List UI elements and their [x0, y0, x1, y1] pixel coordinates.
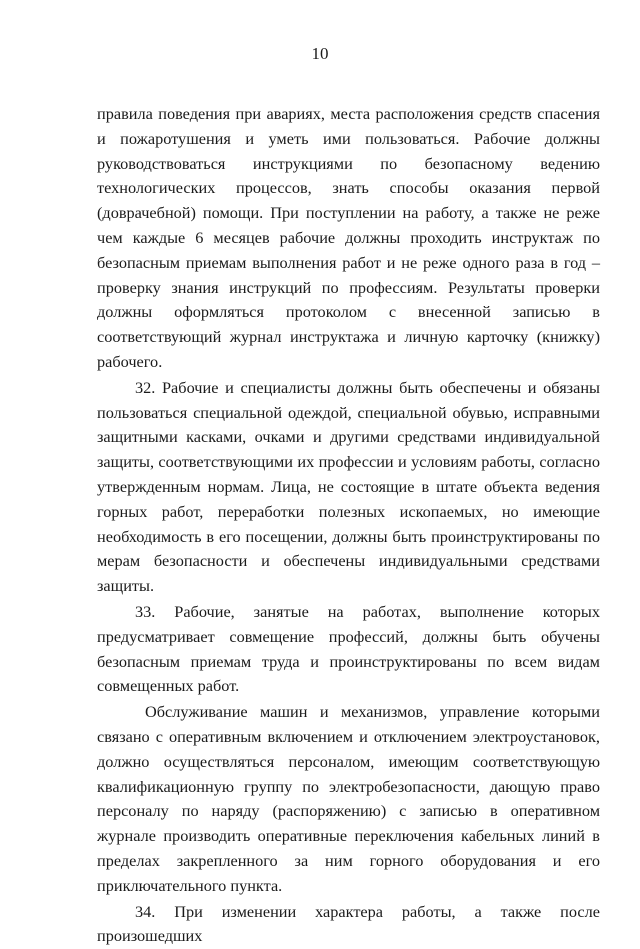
paragraph-continued: правила поведения при авариях, места расположения средств спасения и пожаротушения и уметь ими пользоваться. Рабочие должны руководствоваться инструкциями по безопасному ведению технологических процессов, знать способы оказания первой (доврачебной) помощи. При поступлении на работу, а также не реже чем каждые 6 месяцев рабочие должны проходить инструктаж по безопасным приемам выполнения работ и не реже одного раза в год – проверку знания инструкций по профессиям. Результаты проверки должны оформляться протоколом с внесенной записью в соответствующий журнал инструктажа и личную карточку (книжку) рабочего.	[97, 102, 600, 375]
paragraph-34: 34. При изменении характера работы, а также после произошедших	[97, 900, 600, 949]
paragraph-33: 33. Рабочие, занятые на работах, выполнение которых предусматривает совмещение профессий, должны быть обучены безопасным приемам труда и проинструктированы по всем видам совмещенных работ.	[97, 600, 600, 699]
document-body	[97, 102, 600, 949]
paragraph-32: 32. Рабочие и специалисты должны быть обеспечены и обязаны пользоваться специальной одеждой, специальной обувью, исправными защитными касками, очками и другими средствами индивидуальной защиты, соответствующими их профессии и условиям работы, согласно утвержденным нормам. Лица, не состоящие в штате объекта ведения горных работ, переработки полезных ископаемых, но имеющие необходимость в его посещении, должны быть проинструктированы по мерам безопасности и обеспечены индивидуальными средствами защиты.	[97, 376, 600, 599]
paragraph-33-continuation: Обслуживание машин и механизмов, управление которыми связано с оперативным включением и отключением электроустановок, должно осуществляться персоналом, имеющим соответствующую квалификационную группу по электробезопасности, дающую право персоналу по наряду (распоряжению) с записью в оперативном журнале производить оперативные переключения кабельных линий в пределах закрепленного за ним горного оборудования и его приключательного пункта.	[97, 700, 600, 898]
page-number: 10	[0, 44, 640, 64]
